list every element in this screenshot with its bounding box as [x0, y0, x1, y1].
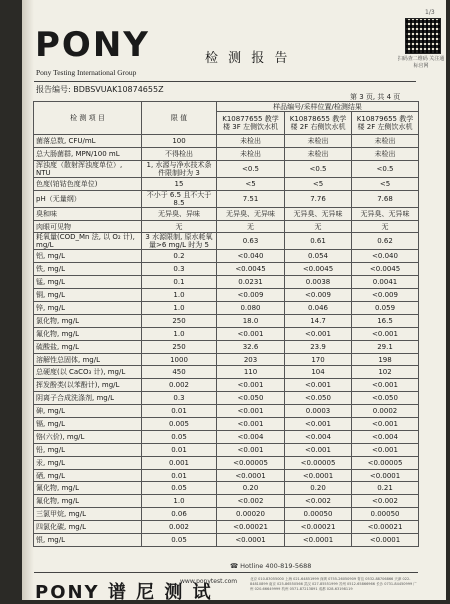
row-result: <0.5	[352, 160, 419, 177]
row-item: 汞, mg/L	[34, 456, 142, 469]
row-result: <0.00005	[285, 456, 352, 469]
row-result: 0.20	[217, 482, 285, 495]
row-result: <5	[285, 177, 352, 190]
row-result: <0.001	[285, 418, 352, 431]
row-item: 氟化物, mg/L	[34, 495, 142, 508]
row-result: 104	[285, 366, 352, 379]
table-row	[34, 366, 419, 379]
row-result: <0.009	[352, 289, 419, 302]
table-row	[34, 469, 419, 482]
row-result: <0.001	[217, 379, 285, 392]
row-result: 0.0002	[352, 405, 419, 418]
row-result: 14.7	[285, 314, 352, 327]
row-limit: 0.05	[142, 430, 217, 443]
row-result: 110	[217, 366, 285, 379]
row-result: 未检出	[217, 135, 285, 148]
row-limit: 0.005	[142, 418, 217, 431]
row-result: 无异臭、无异味	[217, 207, 285, 220]
row-result: <0.004	[285, 430, 352, 443]
table-row	[34, 430, 419, 443]
table-row	[34, 135, 419, 148]
row-item: 铝, mg/L	[34, 250, 142, 263]
row-item: 砷, mg/L	[34, 405, 142, 418]
row-result: <0.040	[217, 250, 285, 263]
table-row	[34, 482, 419, 495]
row-item: 耗氧量(COD_Mn 法, 以 O₂ 计), mg/L	[34, 233, 142, 250]
row-item: 氟化物, mg/L	[34, 327, 142, 340]
row-item: 溶解性总固体, mg/L	[34, 353, 142, 366]
row-limit: 0.1	[142, 276, 217, 289]
row-item: 氰化物, mg/L	[34, 482, 142, 495]
row-result: 无	[352, 220, 419, 233]
row-item: 铜, mg/L	[34, 289, 142, 302]
table-row	[34, 534, 419, 547]
table-row	[34, 456, 419, 469]
table-row	[34, 190, 419, 207]
hotline: ☎ Hotline 400-819-5688	[230, 562, 312, 570]
row-result: 0.059	[352, 302, 419, 315]
row-result: 0.00020	[217, 508, 285, 521]
row-result: <0.5	[285, 160, 352, 177]
row-item: 总硬度(以 CaCO₃ 计), mg/L	[34, 366, 142, 379]
row-result: <0.002	[352, 495, 419, 508]
row-result: <0.001	[352, 443, 419, 456]
table-row	[34, 418, 419, 431]
row-item: 四氯化碳, mg/L	[34, 521, 142, 534]
row-result: <0.0001	[217, 534, 285, 547]
page-of: 第 3 页, 共 4 页	[350, 93, 401, 101]
table-row	[34, 405, 419, 418]
row-result: <0.002	[217, 495, 285, 508]
row-result: 23.9	[285, 340, 352, 353]
row-result: <0.009	[217, 289, 285, 302]
row-result: 170	[285, 353, 352, 366]
row-limit: 0.01	[142, 405, 217, 418]
row-result: <0.0001	[352, 534, 419, 547]
row-result: <0.001	[217, 418, 285, 431]
row-item: pH（无量纲）	[34, 190, 142, 207]
row-limit: 无异臭、异味	[142, 207, 217, 220]
row-item: 阴离子合成洗涤剂, mg/L	[34, 392, 142, 405]
row-result: <0.002	[285, 495, 352, 508]
row-result: 0.00050	[285, 508, 352, 521]
row-result: <0.0045	[285, 263, 352, 276]
row-result: 32.6	[217, 340, 285, 353]
table-row	[34, 250, 419, 263]
row-limit: 不小于 6.5 且不大于 8.5	[142, 190, 217, 207]
row-limit: 0.3	[142, 263, 217, 276]
header-sample1: K10877655 教学楼 3F 左侧饮水机	[217, 112, 285, 135]
table-row	[34, 340, 419, 353]
row-result: <0.00021	[217, 521, 285, 534]
row-result: 0.0231	[217, 276, 285, 289]
row-limit: 250	[142, 314, 217, 327]
row-result: 0.20	[285, 482, 352, 495]
row-result: 未检出	[352, 135, 419, 148]
table-row	[34, 379, 419, 392]
row-result: 29.1	[352, 340, 419, 353]
row-limit: 0.05	[142, 534, 217, 547]
row-item: 臭和味	[34, 207, 142, 220]
row-item: 银, mg/L	[34, 534, 142, 547]
row-limit: 450	[142, 366, 217, 379]
row-result: <0.001	[285, 327, 352, 340]
row-limit: 0.3	[142, 392, 217, 405]
table-row	[34, 327, 419, 340]
report-number: 报告编号: BDBSVUAK10874655Z	[36, 85, 164, 94]
row-result: 16.5	[352, 314, 419, 327]
row-item: 总大肠菌群, MPN/100 mL	[34, 147, 142, 160]
row-result: <0.0001	[217, 469, 285, 482]
table-row	[34, 207, 419, 220]
row-result: <0.001	[217, 405, 285, 418]
table-row	[34, 147, 419, 160]
table-row	[34, 177, 419, 190]
row-item: 挥发酚类(以苯酚计), mg/L	[34, 379, 142, 392]
row-limit: 0.01	[142, 443, 217, 456]
page-number: 1/3	[425, 9, 435, 16]
row-result: <0.050	[352, 392, 419, 405]
results-table	[33, 101, 419, 547]
row-result: 18.0	[217, 314, 285, 327]
row-result: <0.001	[285, 443, 352, 456]
row-limit: 1.0	[142, 327, 217, 340]
row-result: 未检出	[285, 147, 352, 160]
row-limit: 3 水源限制, 原水耗氧量>6 mg/L 时为 5	[142, 233, 217, 250]
row-result: <0.009	[285, 289, 352, 302]
row-limit: 0.002	[142, 379, 217, 392]
row-limit: 1, 水源与净水技术条件限制时为 3	[142, 160, 217, 177]
qr-code-icon	[405, 18, 441, 54]
table-row	[34, 314, 419, 327]
header-sample2: K10878655 教学楼 2F 右侧饮水机	[285, 112, 352, 135]
table-row	[34, 508, 419, 521]
row-item: 铁, mg/L	[34, 263, 142, 276]
row-limit: 0.002	[142, 521, 217, 534]
row-result: <0.050	[285, 392, 352, 405]
row-limit: 1.0	[142, 495, 217, 508]
row-result: 203	[217, 353, 285, 366]
table-row	[34, 276, 419, 289]
row-result: 未检出	[352, 147, 419, 160]
row-result: <0.0045	[217, 263, 285, 276]
row-result: <0.001	[217, 327, 285, 340]
row-result: <5	[217, 177, 285, 190]
row-limit: 0.2	[142, 250, 217, 263]
table-row	[34, 220, 419, 233]
row-result: <0.00005	[352, 456, 419, 469]
row-item: 镉, mg/L	[34, 418, 142, 431]
footer-contacts: 北京 010-83055000 上海 021-64851999 深圳 0755-26050909 青岛 0532-88706866 天津 022-84810899 南京 025-86550566 武汉 027-85551999 苏州 0512-65866966 长沙 0731-84450999 广州 020-66649999 杭州 0571-87213891 成都 028-63198119	[250, 577, 417, 591]
row-item: 菌落总数, CFU/mL	[34, 135, 142, 148]
table-row	[34, 263, 419, 276]
footer-divider	[34, 572, 418, 573]
row-limit: 15	[142, 177, 217, 190]
row-result: <0.050	[217, 392, 285, 405]
row-result: 7.76	[285, 190, 352, 207]
row-result: 0.054	[285, 250, 352, 263]
row-result: <0.001	[217, 443, 285, 456]
company-logo: PONY	[35, 25, 150, 65]
row-result: <0.001	[352, 379, 419, 392]
row-result: 0.0003	[285, 405, 352, 418]
row-limit: 0.01	[142, 469, 217, 482]
row-result: 198	[352, 353, 419, 366]
website-link[interactable]: www.ponytest.com	[180, 578, 238, 585]
row-result: 0.62	[352, 233, 419, 250]
table-row	[34, 392, 419, 405]
row-result: <0.5	[217, 160, 285, 177]
row-result: 无异臭、无异味	[352, 207, 419, 220]
row-limit: 1.0	[142, 302, 217, 315]
row-limit: 1.0	[142, 289, 217, 302]
qr-caption: 扫码查二维码 关注通标官网	[397, 56, 445, 69]
row-result: 0.61	[285, 233, 352, 250]
row-result: 无	[217, 220, 285, 233]
row-result: <0.00005	[217, 456, 285, 469]
row-result: 0.00050	[352, 508, 419, 521]
row-limit: 0.05	[142, 482, 217, 495]
row-result: 无	[285, 220, 352, 233]
row-item: 色度(铂钴色度单位)	[34, 177, 142, 190]
row-result: <0.0045	[352, 263, 419, 276]
header-limit: 限 值	[142, 102, 217, 135]
row-result: 无异臭、无异味	[285, 207, 352, 220]
header-item: 检 测 项 目	[34, 102, 142, 135]
row-result: <0.00021	[352, 521, 419, 534]
row-item: 锰, mg/L	[34, 276, 142, 289]
row-result: <0.001	[352, 418, 419, 431]
row-limit: 250	[142, 340, 217, 353]
table-header-row	[34, 102, 419, 112]
row-result: <0.001	[352, 327, 419, 340]
row-limit: 不得检出	[142, 147, 217, 160]
row-item: 铬(六价), mg/L	[34, 430, 142, 443]
footer-logo: PONY 谱 尼 测 试	[35, 582, 213, 603]
row-result: 0.0038	[285, 276, 352, 289]
table-row	[34, 302, 419, 315]
row-result: 0.21	[352, 482, 419, 495]
row-item: 肉眼可见物	[34, 220, 142, 233]
row-result: <0.040	[352, 250, 419, 263]
row-result: 0.0041	[352, 276, 419, 289]
row-result: <5	[352, 177, 419, 190]
row-result: 未检出	[285, 135, 352, 148]
table-row	[34, 443, 419, 456]
row-result: 0.080	[217, 302, 285, 315]
row-item: 氯化物, mg/L	[34, 314, 142, 327]
company-subtitle: Pony Testing International Group	[36, 68, 137, 77]
table-body	[34, 135, 419, 547]
row-item: 锌, mg/L	[34, 302, 142, 315]
row-result: 7.51	[217, 190, 285, 207]
table-row	[34, 289, 419, 302]
table-row	[34, 495, 419, 508]
table-row	[34, 160, 419, 177]
row-result: <0.001	[285, 379, 352, 392]
row-result: <0.00021	[285, 521, 352, 534]
header-sample3: K10879655 教学楼 2F 左侧饮水机	[352, 112, 419, 135]
row-limit: 无	[142, 220, 217, 233]
table-row	[34, 233, 419, 250]
row-item: 硫酸盐, mg/L	[34, 340, 142, 353]
row-limit: 0.06	[142, 508, 217, 521]
row-limit: 0.001	[142, 456, 217, 469]
row-limit: 100	[142, 135, 217, 148]
row-limit: 1000	[142, 353, 217, 366]
row-item: 硒, mg/L	[34, 469, 142, 482]
row-result: 7.68	[352, 190, 419, 207]
row-item: 三氯甲烷, mg/L	[34, 508, 142, 521]
document-title: 检 测 报 告	[205, 51, 291, 66]
row-item: 铅, mg/L	[34, 443, 142, 456]
row-result: <0.0001	[285, 469, 352, 482]
row-result: <0.0001	[352, 469, 419, 482]
table-row	[34, 353, 419, 366]
table-row	[34, 521, 419, 534]
row-result: 0.63	[217, 233, 285, 250]
header-divider	[34, 81, 416, 82]
row-item: 浑浊度（散射浑浊度单位）, NTU	[34, 160, 142, 177]
row-result: <0.004	[352, 430, 419, 443]
row-result: <0.004	[217, 430, 285, 443]
row-result: <0.0001	[285, 534, 352, 547]
header-sample-group: 样品编号/采样位置/检测结果	[217, 102, 419, 112]
row-result: 0.046	[285, 302, 352, 315]
row-result: 102	[352, 366, 419, 379]
row-result: 未检出	[217, 147, 285, 160]
